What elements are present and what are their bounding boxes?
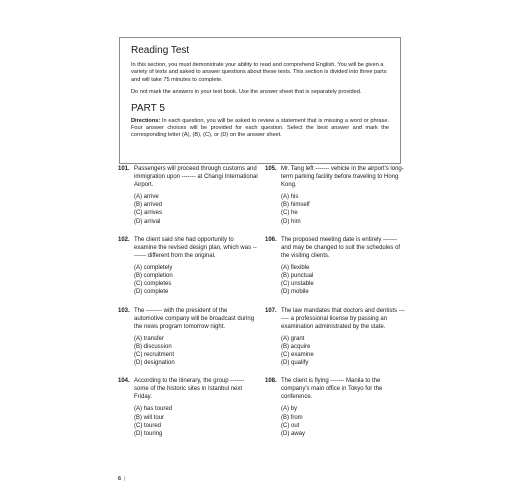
question-item <box>118 165 258 226</box>
question-stem <box>118 307 258 331</box>
answer-option: (D) away <box>281 431 306 438</box>
question-number: 101. <box>118 166 130 172</box>
answer-options <box>134 335 258 368</box>
answer-option: (A) transfer <box>134 335 165 342</box>
answer-option: (C) arrives <box>134 210 162 217</box>
intro-paragraph: In this section, you must demonstrate your ability to read and comprehend English. You will be given a variety of texts and asked to answer questions about these texts. This section is divided into three parts and will take 75 minutes to complete. <box>131 62 387 83</box>
answer-option: (A) flexible <box>281 264 310 271</box>
answer-option: (A) arrive <box>134 194 159 200</box>
question-number: 103. <box>118 307 130 314</box>
section-title: Reading Test <box>131 45 190 56</box>
answer-option: (A) has toured <box>134 406 173 413</box>
answer-option: (B) arrived <box>134 202 163 209</box>
page-footer <box>118 476 126 482</box>
question-item <box>265 307 405 368</box>
answer-options <box>281 264 405 297</box>
question-number: 104. <box>118 378 130 385</box>
answer-options <box>134 405 258 438</box>
question-item <box>118 377 258 438</box>
question-stem <box>265 236 405 260</box>
answer-options <box>281 193 405 226</box>
answer-sheet-note: Do not mark the answers in your test book. Use the answer sheet that is separately provided. <box>131 89 362 96</box>
answer-option: (A) completely <box>134 264 173 271</box>
answer-options <box>134 193 258 226</box>
answer-option: (C) completes <box>134 281 172 288</box>
answer-option: (C) examine <box>281 352 314 359</box>
question-text: The client is flying ------- Manila to the company's main office in Tokyo for the conference. <box>281 378 383 401</box>
question-number: 107. <box>265 307 277 314</box>
question-number: 108. <box>265 378 277 385</box>
part-title: PART 5 <box>131 102 165 114</box>
page-number: 6 <box>118 476 122 482</box>
answer-option: (D) arrival <box>134 218 161 225</box>
answer-option: (C) recruitment <box>134 352 175 359</box>
answer-option: (D) mobile <box>281 289 309 296</box>
answer-options <box>281 405 405 438</box>
footer-separator: | <box>124 476 126 482</box>
answer-options <box>281 335 405 368</box>
question-number: 102. <box>118 236 130 243</box>
question-item <box>265 377 405 438</box>
question-item <box>265 236 405 297</box>
directions <box>131 118 389 140</box>
directions-label: Directions: <box>131 117 161 124</box>
questions-column-right <box>265 165 405 448</box>
answer-option: (B) from <box>281 414 303 421</box>
answer-option: (D) him <box>281 218 301 225</box>
answer-option: (D) qualify <box>281 360 309 367</box>
question-text: The client said she had opportunity to examine the revised design plan, which was -------- different from the original. <box>134 236 257 259</box>
answer-options <box>134 264 258 297</box>
question-stem <box>118 377 258 401</box>
question-text: The proposed meeting date is entirely ------- and may be changed to suit the schedules of the visiting clients. <box>281 236 401 259</box>
question-item <box>118 236 258 297</box>
answer-option: (B) himself <box>281 202 310 209</box>
answer-option: (B) will tour <box>134 414 165 421</box>
question-text: According to the itinerary, the group ------- some of the historic sites in Istanbul next Friday. <box>134 378 245 401</box>
answer-option: (A) his <box>281 194 299 200</box>
question-item <box>265 165 405 226</box>
questions-column-left <box>118 165 258 448</box>
answer-option: (D) complete <box>134 289 169 296</box>
answer-option: (C) unstable <box>281 281 314 288</box>
question-text: Passengers will proceed through customs and immigration upon ------- at Changi International Airport. <box>134 166 258 188</box>
question-number: 105. <box>265 166 277 172</box>
answer-option: (B) acquire <box>281 343 311 350</box>
answer-option: (C) toured <box>134 422 162 429</box>
question-stem <box>265 377 405 401</box>
question-text: Mr. Tang left ------- vehicle in the airport's long-term parking facility before traveling to Hong Kong. <box>281 166 404 188</box>
answer-option: (A) grant <box>281 335 305 342</box>
question-item <box>118 307 258 368</box>
answer-option: (B) completion <box>134 273 173 280</box>
question-number: 106. <box>265 236 277 243</box>
instructions-box <box>119 37 401 164</box>
answer-option: (C) out <box>281 422 300 429</box>
answer-option: (B) punctual <box>281 273 314 280</box>
answer-option: (D) designation <box>134 360 175 367</box>
question-stem <box>118 165 258 189</box>
answer-option: (C) he <box>281 210 298 217</box>
answer-option: (A) by <box>281 406 298 413</box>
question-text: The law mandates that doctors and dentists ------- a professional license by passing an examination administrated by the state. <box>281 307 405 330</box>
directions-text: In each question, you will be asked to review a statement that is missing a word or phrase. Four answer choices will be provided for each question. Select the best answer and mark the corresponding letter (A), (B), (C), or (D) on the answer sheet. <box>131 117 389 139</box>
answer-option: (D) touring <box>134 431 163 438</box>
answer-option: (B) discussion <box>134 343 172 350</box>
question-text: The -------- with the president of the automotive company will be broadcast during the news program tomorrow night. <box>134 307 255 330</box>
question-stem <box>118 236 258 260</box>
question-stem <box>265 307 405 331</box>
question-stem <box>265 165 405 189</box>
